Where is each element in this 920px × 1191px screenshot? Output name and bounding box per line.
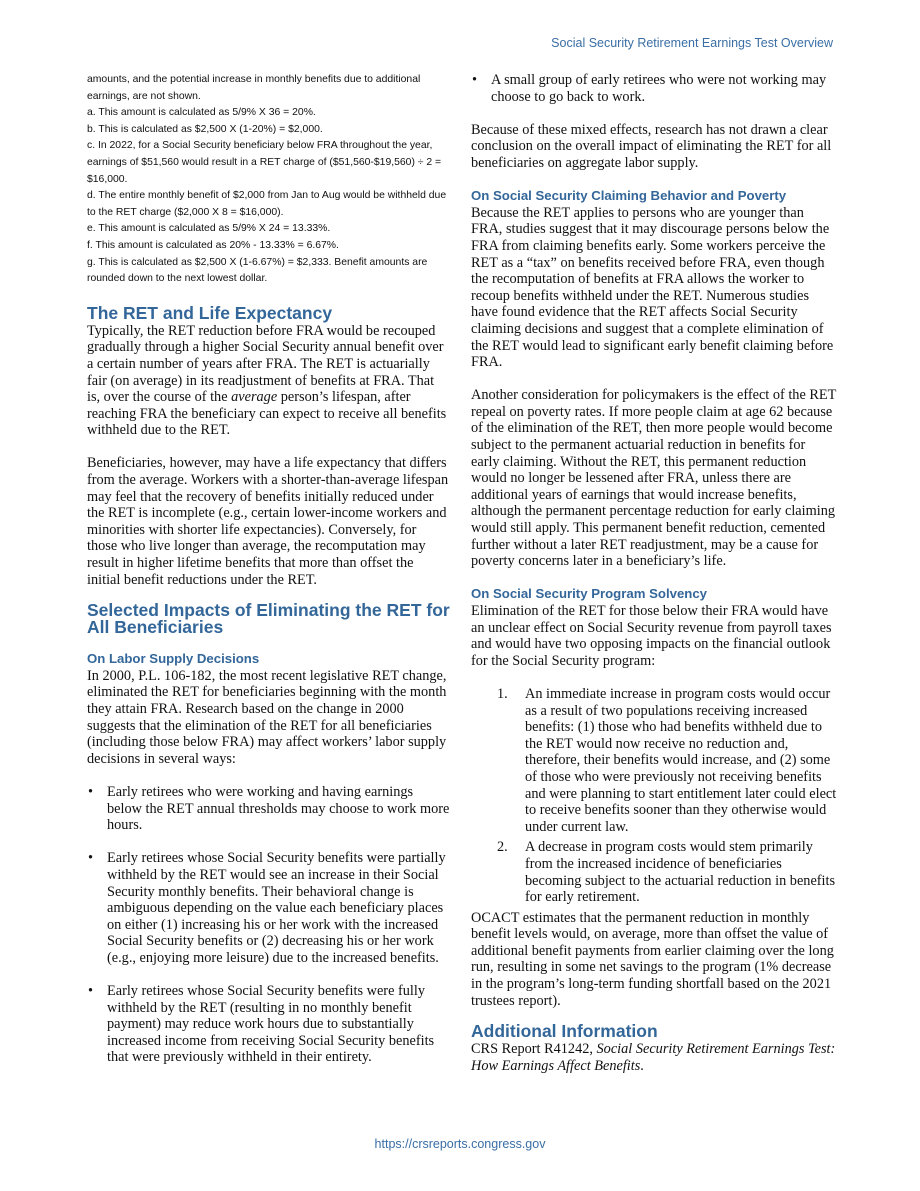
note-a: a. This amount is calculated as 5/9% X 36 = 20%. <box>87 107 316 119</box>
bullet-icon: • <box>472 72 478 88</box>
solvency-conclusion: OCACT estimates that the permanent reduction in monthly benefit levels would, on average, more than offset the value of additional benefit payments from earlier claiming over the long run, resulting in some net savings to the program (1% decrease in the program’s long-term funding shortfall based on the 2021 trustees report). <box>471 909 834 1009</box>
note-b: b. This is calculated as $2,500 X (1-20%) = $2,000. <box>87 123 323 135</box>
running-header: Social Security Retirement Earnings Test Overview <box>551 36 833 50</box>
subheading-solvency: On Social Security Program Solvency <box>471 586 707 602</box>
life-expectancy-paragraph-1: Typically, the RET reduction before FRA would be recouped gradually through a higher Social Security annual benefit over a certain number of years after FRA. The RET is actuarially fair (on average) in its readjustment of benefits at FRA. That is, over the course of the average person’s lifespan, after reaching FRA the beneficiary can expect to receive all benefits withheld due to the RET. <box>87 322 447 439</box>
list-item: • Early retirees who were working and having earnings below the RET annual thresholds may choose to work more hours. <box>88 783 450 834</box>
note-f: f. This amount is calculated as 20% - 13.33% = 6.67%. <box>87 239 339 251</box>
labor-supply-bullets-continued <box>471 72 837 105</box>
section-heading-impacts: Selected Impacts of Eliminating the RET for All Beneficiaries <box>87 600 450 638</box>
labor-supply-conclusion: Because of these mixed effects, research has not drawn a clear conclusion on the overall impact of eliminating the RET for all beneficiaries on aggregate labor supply. <box>471 121 832 171</box>
subheading-labor-supply: On Labor Supply Decisions <box>87 651 260 667</box>
bullet-icon: • <box>88 850 94 867</box>
bullet-icon: • <box>88 983 94 1000</box>
note-e: e. This amount is calculated as 5/9% X 24 = 13.33%. <box>87 223 331 235</box>
section-heading-additional-information: Additional Information <box>471 1021 658 1042</box>
right-column <box>471 72 837 1074</box>
bullet-icon: • <box>88 783 94 800</box>
claiming-paragraph-1: Because the RET applies to persons who are younger than FRA, studies suggest that it may discourage persons below the FRA from claiming benefits early. Some workers perceive the RET as a “tax” on benefits received before FRA, even though the recomputation of benefits at FRA allows the worker to recoup benefits withheld under the RET. Numerous studies have found evidence that the RET affects Social Security claiming decisions and suggest that a complete elimination of the RET would lead to significant early benefit claiming before FRA. <box>471 204 834 371</box>
section-heading-life-expectancy: The RET and Life Expectancy <box>87 302 333 323</box>
labor-supply-intro: In 2000, P.L. 106-182, the most recent legislative RET change, eliminated the RET for beneficiaries beginning with the month they attain FRA. Research based on the change in 2000 suggests that the elimination of the RET for all beneficiaries (including those below FRA) may affect workers’ labor supply decisions in several ways: <box>87 667 447 767</box>
note-continuation: amounts, and the potential increase in monthly benefits due to additional earnings, are not shown. <box>87 74 421 102</box>
table-notes <box>87 72 450 288</box>
additional-information-text: CRS Report R41242, Social Security Retirement Earnings Test: How Earnings Affect Benefits. <box>471 1041 836 1074</box>
left-column <box>87 72 450 1083</box>
list-item: • Early retirees whose Social Security benefits were fully withheld by the RET (resulting in no monthly benefit payment) may reduce work hours due to substantially increased income from receiving Social Security benefits that were previously withheld in their entirety. <box>88 983 435 1066</box>
list-item: • Early retirees whose Social Security benefits were partially withheld by the RET would see an increase in their Social Security monthly benefits. Their behavioral change is ambiguous depending on the value each beneficiary places on either (1) increasing his or her work with the increased Social Security benefits or (2) decreasing his or her work (e.g., enjoying more leisure) due to the increased benefits. <box>88 850 446 966</box>
list-item: 1. An immediate increase in program costs would occur as a result of two populations receiving increased benefits: (1) those who had benefits withheld due to the RET would now receive no reduction and, therefore, their benefits would increase, and (2) some of those who were previously not receiving benefits and were planning to start entitlement later could elect to receive benefits sooner than they otherwise would under current law. <box>497 685 837 835</box>
solvency-intro: Elimination of the RET for those below their FRA would have an unclear effect on Social Security revenue from payroll taxes and would have two opposing impacts on the financial outlook for the Social Security program: <box>471 603 832 669</box>
note-c: c. In 2022, for a Social Security beneficiary below FRA throughout the year, earnings of $51,560 would result in a RET charge of ($51,560-$19,560) ÷ 2 = $16,000. <box>87 140 442 185</box>
note-g: g. This is calculated as $2,500 X (1-6.67%) = $2,333. Benefit amounts are rounded down to the next lowest dollar. <box>87 256 428 285</box>
note-d: d. The entire monthly benefit of $2,000 from Jan to Aug would be withheld due to the RET charge ($2,000 X 8 = $16,000). <box>87 190 447 218</box>
footer-url-link[interactable]: https://crsreports.congress.gov <box>374 1137 546 1151</box>
labor-supply-bullets <box>87 784 450 1066</box>
subheading-claiming-poverty: On Social Security Claiming Behavior and Poverty <box>471 188 787 204</box>
life-expectancy-paragraph-2: Beneficiaries, however, may have a life expectancy that differs from the average. Workers with a shorter-than-average lifespan may feel that the recovery of benefits initially reduced under the RET is incomplete (e.g., certain lower-income workers and minorities with shorter life expectancies). Conversely, for those who live longer than average, the recomputation may result in higher lifetime benefits that more than offset the initial benefit reductions under the RET. <box>87 455 449 588</box>
claiming-paragraph-2: Another consideration for policymakers is the effect of the RET repeal on poverty rates. If more people claim at age 62 because of the elimination of the RET, then more people would become subject to the permanent actuarial reduction in benefits for early claiming. Without the RET, this permanent reduction would no longer be lessened after FRA, unless there are additional years of earnings that would increase benefits, although the permanent percentage reduction for early claiming would still apply. This permanent benefit reduction, cemented further without a later RET readjustment, may be a cause for poverty concerns later in a beneficiary’s life. <box>471 387 837 570</box>
list-item: 2. A decrease in program costs would stem primarily from the increased incidence of beneficiaries becoming subject to the actuarial reduction in benefits for early retirement. <box>497 839 836 906</box>
list-item: • A small group of early retirees who were not working may choose to go back to work. <box>472 72 827 105</box>
solvency-numbered-list <box>471 686 837 906</box>
